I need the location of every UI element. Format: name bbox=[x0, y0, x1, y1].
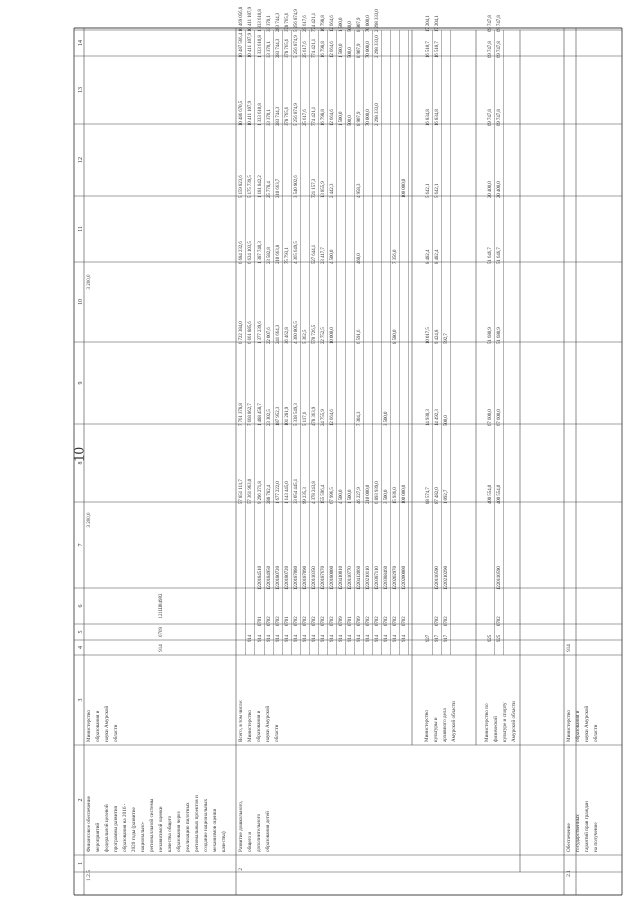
row-number-2: 2 bbox=[238, 868, 244, 871]
data-cell-c8: 23 302,5 bbox=[267, 409, 272, 426]
data-cell-c12: 5 256 874,9 bbox=[294, 103, 299, 126]
data-cell-c13: 16 798,8 bbox=[321, 41, 326, 58]
row-1-2-5-exec-line: области bbox=[113, 724, 119, 742]
data-cell-c5: 0709 bbox=[339, 616, 344, 626]
data-cell-c14: 378 765,6 bbox=[285, 12, 290, 32]
data-cell-c10: 6 684 232,6 bbox=[239, 241, 244, 264]
data-cell-c13: 10 411 107,9 bbox=[248, 32, 253, 58]
data-cell-c7: 33 054 445,1 bbox=[294, 478, 299, 504]
data-cell-c4: 917 bbox=[444, 634, 449, 642]
data-cell-c10: 4 365 649,5 bbox=[294, 241, 299, 264]
data-cell-c13: 16 510,7 bbox=[435, 41, 440, 58]
data-cell-c13: 378 765,6 bbox=[285, 38, 290, 58]
data-cell-c5: 0702 bbox=[294, 616, 299, 626]
data-cell-c14: 500,0 bbox=[348, 21, 353, 32]
row-2-sport-line: культуре и спорту bbox=[502, 702, 508, 742]
data-cell-c8: 500,0 bbox=[444, 415, 449, 426]
data-cell-c9: 241 664,3 bbox=[276, 324, 281, 344]
data-cell-c9: 22 007,6 bbox=[267, 327, 272, 344]
data-cell-c4: 914 bbox=[294, 634, 299, 642]
data-cell-c7: 100 000,0 bbox=[402, 484, 407, 504]
data-cell-c9: 36 462,8 bbox=[285, 327, 290, 344]
header-col-6: 6 bbox=[78, 604, 84, 608]
data-cell-c9: 9 424,8 bbox=[435, 329, 440, 344]
row-2-culture-line: культуры и bbox=[433, 717, 439, 742]
data-cell-c6: 1220110770 bbox=[348, 566, 353, 590]
data-cell-c14: 10 469 056,8 bbox=[239, 6, 244, 32]
row-1-2-5-name-line: программы развития bbox=[113, 806, 119, 852]
row-2-name-line: образования детей bbox=[265, 811, 271, 852]
data-cell-c7: 57 361 963,0 bbox=[248, 478, 253, 504]
data-cell-c6: 1220180720 bbox=[285, 566, 290, 590]
data-cell-c9: 10 000,0 bbox=[330, 327, 335, 344]
page-number: 10 bbox=[71, 447, 88, 462]
data-cell-c9: 570 726,5 bbox=[312, 324, 317, 344]
data-cell-c11: 3 540 802,6 bbox=[294, 175, 299, 198]
data-cell-c13: 5 256 874,9 bbox=[294, 35, 299, 58]
data-cell-c4: 914 bbox=[330, 634, 335, 642]
header-col-3: 3 bbox=[78, 698, 84, 702]
data-cell-c4: 914 bbox=[303, 634, 308, 642]
data-cell-c7: 1 143 445,0 bbox=[285, 481, 290, 504]
row-2-sport-line: физической bbox=[493, 716, 499, 742]
row-1-2-5-name-line: механизмов оценки bbox=[212, 808, 218, 852]
data-cell-c5: 0701 bbox=[285, 616, 290, 626]
header-col-5: 5 bbox=[78, 630, 84, 634]
row-1-2-5-name-line: национально- bbox=[140, 821, 146, 852]
data-cell-c13: 16 510,7 bbox=[426, 41, 431, 58]
data-cell-c12: 8 907,9 bbox=[357, 111, 362, 126]
data-cell-c7: 4 500,0 bbox=[339, 489, 344, 504]
data-cell-c6: 1220180720 bbox=[276, 566, 281, 590]
data-cell-c14: 69 747,8 bbox=[497, 15, 502, 32]
row-1-2-5-exec-line: Министерство bbox=[86, 710, 92, 742]
row-number-1-2-5: 1.2.5 bbox=[86, 870, 92, 881]
data-cell-c7: 210 000,0 bbox=[366, 484, 371, 504]
data-cell-c6: 1220184510 bbox=[258, 566, 263, 590]
row-2-culture-line: Амурской области bbox=[451, 701, 457, 742]
data-cell-c12: 500,0 bbox=[348, 115, 353, 126]
row-2-1-exec-line: области bbox=[593, 724, 599, 742]
data-cell-c7: 1 092,7 bbox=[444, 489, 449, 504]
data-cell-c4: 914 bbox=[384, 634, 389, 642]
data-cell-c6: 1220412060 bbox=[357, 566, 362, 590]
data-cell-c7: 15 936,0 bbox=[393, 487, 398, 504]
data-cell-c5: 0702 bbox=[393, 616, 398, 626]
row-2-1-exec-line: Министерство bbox=[566, 710, 572, 742]
row-2-1-name-line: государственных bbox=[575, 814, 581, 852]
data-cell-c5: 0702 bbox=[303, 616, 308, 626]
data-cell-c9: 51 680,9 bbox=[497, 327, 502, 344]
data-cell-c12: 2 298 333,0 bbox=[375, 103, 380, 126]
data-cell-c4: 914 bbox=[375, 634, 380, 642]
data-cell-c9: 10 017,5 bbox=[426, 327, 431, 344]
data-cell-c6: 1220388460 bbox=[384, 566, 389, 590]
data-cell-c14: 17 204,1 bbox=[426, 15, 431, 32]
data-cell-c8: 478 363,9 bbox=[312, 406, 317, 426]
data-cell-c11: 5 175 739,5 bbox=[248, 175, 253, 198]
header-col-2: 2 bbox=[78, 798, 84, 802]
header-col-12: 12 bbox=[78, 157, 84, 163]
data-cell-c8: 67 600,0 bbox=[497, 409, 502, 426]
data-cell-c6: 1220410010 bbox=[339, 566, 344, 590]
row-1-2-5-col10: 3 200,0 bbox=[87, 274, 92, 290]
data-cell-c7: 155 596,4 bbox=[321, 484, 326, 504]
data-cell-c14: 8 907,9 bbox=[357, 17, 362, 32]
data-cell-c6: 1220110590 bbox=[435, 566, 440, 590]
row-2-name-line: Развитие дошкольного, bbox=[238, 800, 244, 852]
data-cell-c5: 0702 bbox=[444, 616, 449, 626]
data-cell-c4: 914 bbox=[321, 634, 326, 642]
row-number-2-1: 2.1 bbox=[566, 870, 572, 877]
data-cell-c7: 67 996,5 bbox=[330, 487, 335, 504]
data-cell-c4: 914 bbox=[248, 634, 253, 642]
data-cell-c13: 10 487 566,4 bbox=[239, 32, 244, 58]
row-1-2-5-name-line: образования на 2016 - bbox=[122, 803, 128, 852]
data-cell-c6: 1220110590 bbox=[497, 566, 502, 590]
data-cell-c9: 51 680,9 bbox=[488, 327, 493, 344]
data-cell-c4: 914 bbox=[348, 634, 353, 642]
data-cell-c4: 914 bbox=[285, 634, 290, 642]
data-cell-c9: 6 591,6 bbox=[357, 329, 362, 344]
data-cell-c14: 33 370,1 bbox=[267, 15, 272, 32]
row-2-exec-line: науки Амурской bbox=[265, 705, 271, 742]
row-2-1-exec-line: образования и bbox=[575, 710, 581, 742]
row-1-2-5-col7: 3 200,0 bbox=[87, 512, 92, 528]
data-cell-c5: 0702 bbox=[375, 616, 380, 626]
data-cell-c9: 8 580,0 bbox=[393, 329, 398, 344]
data-cell-c8: 14 492,3 bbox=[435, 409, 440, 426]
data-cell-c14: 12 664,6 bbox=[330, 15, 335, 32]
data-cell-c11: 5 642,1 bbox=[435, 183, 440, 198]
data-cell-c5: 0702 bbox=[497, 616, 502, 626]
data-cell-c12: 10 411 107,9 bbox=[248, 100, 253, 126]
data-cell-c13: 774 421,1 bbox=[312, 38, 317, 58]
data-cell-c7: 46 227,9 bbox=[357, 487, 362, 504]
data-cell-c8: 7 668 862,7 bbox=[248, 403, 253, 426]
data-cell-c11: 13 855,9 bbox=[321, 181, 326, 198]
row-2-1-exec-line: науки Амурской bbox=[584, 705, 590, 742]
data-cell-c8: 14 930,3 bbox=[426, 409, 431, 426]
data-cell-c11: 5 159 823,6 bbox=[239, 175, 244, 198]
data-cell-c6: 1220202970 bbox=[393, 566, 398, 590]
row-1-2-5-name-line: региональных проектов и bbox=[194, 795, 200, 852]
data-cell-c4: 925 bbox=[488, 634, 493, 642]
data-cell-c14: 70 000,0 bbox=[366, 15, 371, 32]
data-cell-c8: 1 488 458,7 bbox=[258, 403, 263, 426]
data-cell-c8: 187 952,3 bbox=[276, 406, 281, 426]
data-cell-c5: 0702 bbox=[402, 616, 407, 626]
data-cell-c14: 17 204,1 bbox=[435, 15, 440, 32]
header-col-1: 1 bbox=[78, 862, 84, 865]
data-cell-c6: 1220110350 bbox=[312, 566, 317, 590]
data-cell-c10: 8 482,4 bbox=[435, 249, 440, 264]
data-cell-c13: 70 000,0 bbox=[366, 41, 371, 58]
data-cell-c8: 5 338 549,3 bbox=[294, 403, 299, 426]
row-1-2-5-name-line: федеральной целевой bbox=[104, 804, 110, 852]
data-cell-c7: 57 851 111,7 bbox=[239, 479, 244, 504]
row-1-2-5-name-line: мероприятий bbox=[95, 822, 101, 852]
row-2-exec-line: области bbox=[274, 724, 280, 742]
data-cell-c4: 914 bbox=[393, 634, 398, 642]
data-cell-c5: 0701 bbox=[348, 616, 353, 626]
data-cell-c9: 1 377 239,6 bbox=[258, 321, 263, 344]
row-1-2-5-name-line: реализацию пилотных bbox=[185, 802, 191, 852]
data-cell-c4: 925 bbox=[497, 634, 502, 642]
data-cell-c5: 0701 bbox=[258, 616, 263, 626]
data-cell-c14: 25 617,6 bbox=[303, 15, 308, 32]
data-cell-c12: 16 798,8 bbox=[321, 109, 326, 126]
row-2-name-line: общего и bbox=[247, 831, 253, 852]
data-cell-c9: 592,7 bbox=[444, 333, 449, 344]
data-cell-c11: 20 400,0 bbox=[488, 181, 493, 198]
data-cell-c9: 6 661 885,6 bbox=[248, 321, 253, 344]
data-cell-c8: 12 664,6 bbox=[330, 409, 335, 426]
data-cell-c12: 16 834,8 bbox=[426, 109, 431, 126]
data-cell-c11: 5 642,1 bbox=[426, 183, 431, 198]
data-cell-c10: 51 646,7 bbox=[497, 247, 502, 264]
data-cell-c4: 927 bbox=[426, 634, 431, 642]
data-cell-c4: 914 bbox=[402, 634, 407, 642]
row-1-2-5-name-line: качества общего bbox=[167, 815, 173, 852]
data-cell-c5: 0702 bbox=[435, 616, 440, 626]
data-cell-c13: 2 298 333,0 bbox=[375, 35, 380, 58]
data-cell-c7: 99 235,3 bbox=[303, 487, 308, 504]
row-2-total-label: Всего, в том числе: bbox=[238, 699, 244, 742]
data-cell-c7: 87 482,0 bbox=[435, 487, 440, 504]
data-cell-c11: 100 000,0 bbox=[402, 178, 407, 198]
data-cell-c12: 25 617,6 bbox=[303, 109, 308, 126]
header-col-4: 4 bbox=[78, 646, 84, 649]
data-cell-c10: 460,0 bbox=[357, 253, 362, 264]
data-cell-c5: 0702 bbox=[321, 616, 326, 626]
data-cell-c10: 51 646,7 bbox=[488, 247, 493, 264]
data-cell-c6: 1220200000 bbox=[402, 566, 407, 590]
row-2-culture-line: Министерство bbox=[424, 710, 430, 742]
data-cell-c14: 774 421,1 bbox=[312, 12, 317, 32]
data-cell-c10: 4 500,0 bbox=[330, 249, 335, 264]
row-1-2-5-exec-line: образования и bbox=[95, 710, 101, 742]
data-cell-c10: 6 624 103,5 bbox=[248, 241, 253, 264]
data-cell-c12: 69 747,8 bbox=[488, 109, 493, 126]
data-cell-c9: 5 362,5 bbox=[303, 329, 308, 344]
data-cell-c9: 22 752,5 bbox=[321, 327, 326, 344]
row-1-2-5-name-line: независимой оценки bbox=[158, 806, 164, 852]
data-cell-c4: 914 bbox=[339, 634, 344, 642]
row-1-2-5-name-line: образования через bbox=[176, 811, 182, 852]
data-cell-c10: 527 644,1 bbox=[312, 244, 317, 264]
data-cell-c10: 75 793,1 bbox=[285, 247, 290, 264]
data-cell-c11: 2 442,3 bbox=[330, 183, 335, 198]
data-cell-c7: 288 782,4 bbox=[267, 484, 272, 504]
row-1-2-5-name-line: регионалльной системы bbox=[149, 798, 155, 852]
data-cell-c5: 0702 bbox=[276, 616, 281, 626]
data-cell-c7: 3 500,0 bbox=[384, 489, 389, 504]
data-cell-c8: 101 281,9 bbox=[285, 406, 290, 426]
data-cell-c4: 914 bbox=[366, 634, 371, 642]
header-col-7: 7 bbox=[78, 543, 84, 547]
row-1-2-5-name-line: создание национальных bbox=[203, 798, 209, 852]
data-cell-c10: 1 387 740,3 bbox=[258, 241, 263, 264]
header-col-14: 14 bbox=[78, 40, 84, 46]
data-cell-c12: 774 421,1 bbox=[312, 106, 317, 126]
data-cell-c11: 25 778,4 bbox=[267, 181, 272, 198]
row-1-2-5-grbs: 914 bbox=[159, 644, 164, 652]
row-1-2-5-exec-line: науки Амурской bbox=[104, 705, 110, 742]
data-cell-c11: 210 663,7 bbox=[276, 178, 281, 198]
data-cell-c10: 23 582,8 bbox=[267, 247, 272, 264]
data-cell-c13: 12 664,6 bbox=[330, 41, 335, 58]
data-cell-c14: 1 333 610,8 bbox=[258, 9, 263, 32]
data-cell-c11: 1 181 842,2 bbox=[258, 175, 263, 198]
data-cell-c13: 33 370,1 bbox=[267, 41, 272, 58]
data-cell-c6: 1220210110 bbox=[366, 566, 371, 590]
data-cell-c12: 1 500,0 bbox=[339, 111, 344, 126]
data-cell-c7: 88 574,7 bbox=[426, 487, 431, 504]
data-cell-c7: 400 554,0 bbox=[488, 484, 493, 504]
data-cell-c4: 914 bbox=[357, 634, 362, 642]
data-cell-c14: 2 298 333,0 bbox=[375, 9, 380, 32]
data-cell-c12: 69 747,8 bbox=[497, 109, 502, 126]
data-cell-c4: 914 bbox=[267, 634, 272, 642]
data-cell-c12: 1 333 610,8 bbox=[258, 103, 263, 126]
data-cell-c12: 10 486 670,5 bbox=[239, 100, 244, 126]
row-2-1-name-line: Обеспечение bbox=[566, 823, 572, 852]
data-cell-c13: 8 907,9 bbox=[357, 43, 362, 58]
row-2-sport-line: Министерство по bbox=[484, 703, 490, 742]
table-grid bbox=[71, 28, 622, 895]
header-col-8: 8 bbox=[78, 461, 84, 465]
row-1-2-5-rz: 0709 bbox=[159, 627, 164, 637]
header-col-9: 9 bbox=[78, 381, 84, 385]
data-cell-c7: 6 893 939,0 bbox=[375, 481, 380, 504]
data-cell-c8: 67 600,0 bbox=[488, 409, 493, 426]
row-1-2-5-csr: 121Ш84982 bbox=[159, 593, 164, 619]
data-cell-c4: 914 bbox=[312, 634, 317, 642]
data-cell-c13: 500,0 bbox=[348, 47, 353, 58]
data-cell-c12: 12 664,6 bbox=[330, 109, 335, 126]
data-cell-c14: 69 747,8 bbox=[488, 15, 493, 32]
data-cell-c7: 1 500,0 bbox=[348, 489, 353, 504]
data-cell-c11: 721 157,3 bbox=[312, 178, 317, 198]
data-cell-c14: 10 411 107,9 bbox=[248, 6, 253, 32]
row-2-name-line: дополнительного bbox=[256, 813, 262, 852]
data-cell-c6: 1220184950 bbox=[267, 566, 272, 590]
data-cell-c10: 210 663,8 bbox=[276, 244, 281, 264]
data-cell-c5: 0702 bbox=[267, 616, 272, 626]
data-cell-c10: 23 417,7 bbox=[321, 247, 326, 264]
data-cell-c13: 283 744,3 bbox=[276, 38, 281, 58]
data-cell-c12: 378 765,6 bbox=[285, 106, 290, 126]
data-cell-c12: 33 370,1 bbox=[267, 109, 272, 126]
data-cell-c8: 5 117,6 bbox=[303, 411, 308, 426]
row-2-sport-line: Амурской области bbox=[511, 701, 517, 742]
row-2-exec-line: образования и bbox=[256, 710, 262, 742]
header-col-11: 11 bbox=[78, 226, 84, 232]
data-cell-c14: 1 500,0 bbox=[339, 17, 344, 32]
data-cell-c13: 69 747,8 bbox=[497, 41, 502, 58]
data-cell-c7: 1 677 222,0 bbox=[276, 481, 281, 504]
data-cell-c10: 8 482,4 bbox=[426, 249, 431, 264]
data-cell-c11: 4 958,3 bbox=[357, 183, 362, 198]
data-cell-c13: 1 333 610,8 bbox=[258, 35, 263, 58]
header-col-13: 13 bbox=[78, 87, 84, 93]
data-cell-c7: 400 554,0 bbox=[497, 484, 502, 504]
data-cell-c8: 3 500,0 bbox=[384, 411, 389, 426]
data-cell-c12: 283 744,3 bbox=[276, 106, 281, 126]
data-cell-c13: 69 747,8 bbox=[488, 41, 493, 58]
data-cell-c12: 70 000,0 bbox=[366, 109, 371, 126]
data-cell-c6: 1220210290 bbox=[444, 566, 449, 590]
data-cell-c4: 914 bbox=[276, 634, 281, 642]
data-cell-c7: 4 378 243,8 bbox=[312, 481, 317, 504]
data-cell-c6: 1220187080 bbox=[294, 566, 299, 590]
data-cell-c6: 1220387110 bbox=[375, 566, 380, 590]
data-cell-c5: 0702 bbox=[366, 616, 371, 626]
data-cell-c9: 4 360 805,5 bbox=[294, 321, 299, 344]
data-cell-c9: 6 722 384,0 bbox=[239, 321, 244, 344]
row-2-1-grbs: 914 bbox=[567, 644, 572, 652]
data-cell-c6: 1220187670 bbox=[321, 566, 326, 590]
data-cell-c5: 0702 bbox=[312, 616, 317, 626]
data-cell-c7: 9 296 271,8 bbox=[258, 481, 263, 504]
row-2-1-name-line: гарантий прав граждан bbox=[584, 801, 590, 852]
row-1-2-5-name-line: Финансовое обеспечение bbox=[86, 796, 92, 852]
data-cell-c11: 20 400,0 bbox=[497, 181, 502, 198]
data-cell-c4: 914 bbox=[258, 634, 263, 642]
data-cell-c4: 917 bbox=[435, 634, 440, 642]
row-1-2-5-name-line: 2020 годы (развитие bbox=[131, 807, 137, 852]
data-cell-c13: 25 617,6 bbox=[303, 41, 308, 58]
data-cell-c5: 0702 bbox=[330, 616, 335, 626]
data-cell-c6: 1220187090 bbox=[303, 566, 308, 590]
data-cell-c5: 0702 bbox=[384, 616, 389, 626]
table-text bbox=[78, 6, 599, 881]
data-cell-c8: 24 755,9 bbox=[321, 409, 326, 426]
header-col-10: 10 bbox=[78, 299, 84, 305]
data-cell-c12: 16 834,8 bbox=[435, 109, 440, 126]
data-cell-c8: 7 761 378,8 bbox=[239, 403, 244, 426]
data-cell-c14: 283 744,3 bbox=[276, 12, 281, 32]
row-2-1-name-line: на получение bbox=[593, 822, 599, 852]
row-2-culture-line: архивного дела bbox=[442, 708, 448, 742]
row-2-exec-line: Министерство bbox=[247, 710, 253, 742]
data-cell-c5: 0709 bbox=[357, 616, 362, 626]
data-cell-c8: 7 304,3 bbox=[357, 411, 362, 426]
data-cell-c6: 1220180000 bbox=[330, 566, 335, 590]
data-cell-c14: 5 256 874,9 bbox=[294, 9, 299, 32]
data-cell-c10: 7 356,0 bbox=[393, 249, 398, 264]
data-cell-c13: 1 500,0 bbox=[339, 43, 344, 58]
row-1-2-5-name-line: качества) bbox=[221, 831, 227, 852]
data-cell-c14: 16 798,8 bbox=[321, 15, 326, 32]
